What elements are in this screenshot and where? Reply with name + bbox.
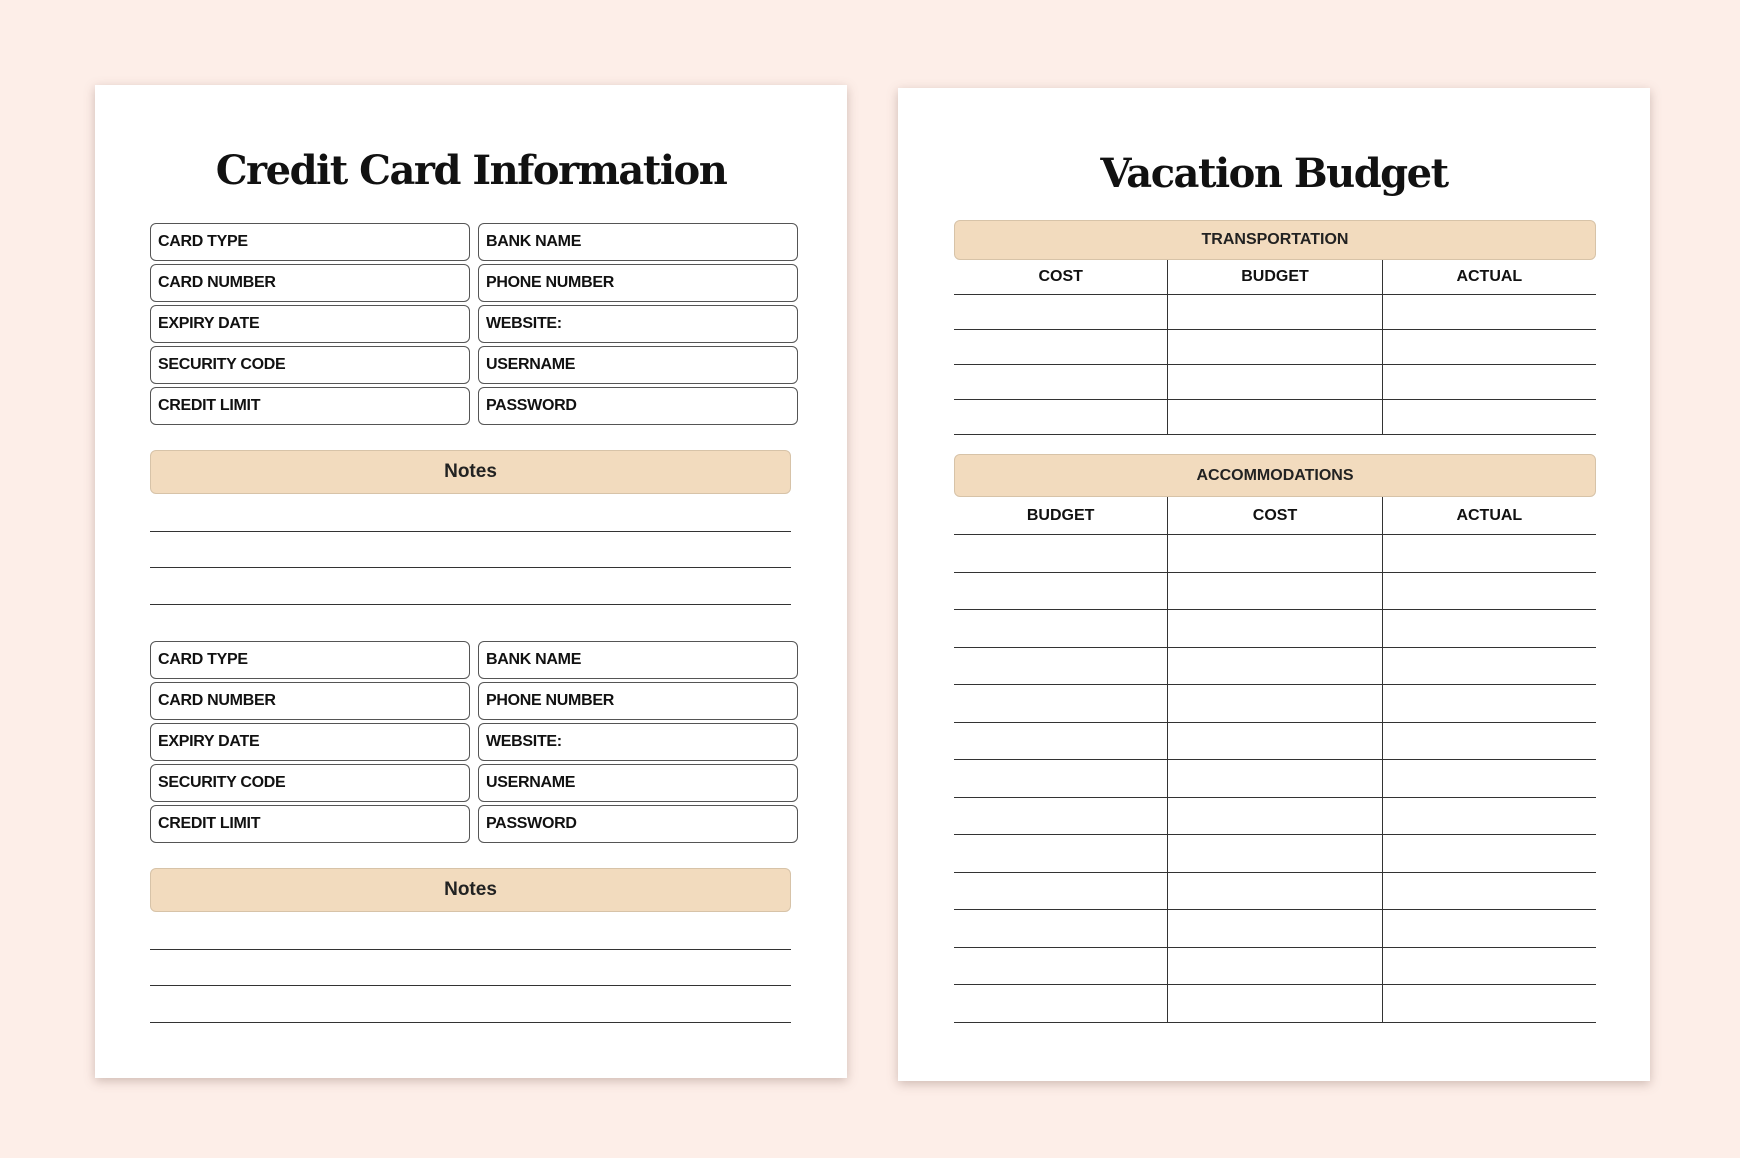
table-row <box>954 910 1596 948</box>
table-cell[interactable] <box>1383 535 1596 572</box>
table-cell[interactable] <box>1383 610 1596 647</box>
accommodations-table <box>954 497 1596 1023</box>
table-cell[interactable] <box>1168 573 1382 610</box>
table-cell[interactable] <box>954 873 1168 910</box>
card-number-field[interactable]: CARD NUMBER <box>150 682 470 720</box>
password-field[interactable]: PASSWORD <box>478 387 798 425</box>
expiry-date-field[interactable]: EXPIRY DATE <box>150 723 470 761</box>
table-row <box>954 573 1596 611</box>
credit-limit-field[interactable]: CREDIT LIMIT <box>150 387 470 425</box>
table-cell[interactable] <box>1383 760 1596 797</box>
card-type-field[interactable]: CARD TYPE <box>150 641 470 679</box>
website-field[interactable]: WEBSITE: <box>478 305 798 343</box>
table-row <box>954 798 1596 836</box>
website-field[interactable]: WEBSITE: <box>478 723 798 761</box>
card-number-field[interactable]: CARD NUMBER <box>150 264 470 302</box>
table-cell[interactable] <box>954 760 1168 797</box>
table-row <box>954 535 1596 573</box>
table-cell[interactable] <box>1168 723 1382 760</box>
table-row <box>954 760 1596 798</box>
table-row <box>954 330 1596 365</box>
column-header-cost: COST <box>1168 497 1382 534</box>
table-cell[interactable] <box>954 610 1168 647</box>
column-header-actual: ACTUAL <box>1456 268 1523 285</box>
table-cell[interactable] <box>1383 910 1596 947</box>
table-cell[interactable] <box>1168 948 1382 985</box>
table-cell[interactable] <box>954 535 1168 572</box>
bank-name-field[interactable]: BANK NAME <box>478 223 798 261</box>
table-cell[interactable] <box>1168 535 1382 572</box>
table-cell[interactable] <box>954 295 1168 329</box>
table-cell[interactable] <box>1168 985 1382 1022</box>
password-field[interactable]: PASSWORD <box>478 805 798 843</box>
table-cell[interactable] <box>954 330 1168 364</box>
table-cell[interactable] <box>1168 798 1382 835</box>
table-cell[interactable] <box>1383 400 1596 434</box>
table-cell[interactable] <box>954 948 1168 985</box>
card-info-grid-2 <box>150 641 815 843</box>
note-line[interactable] <box>150 604 791 605</box>
table-cell[interactable] <box>1168 330 1382 364</box>
table-row <box>954 723 1596 761</box>
phone-number-field[interactable]: PHONE NUMBER <box>478 682 798 720</box>
table-cell[interactable] <box>954 835 1168 872</box>
note-line[interactable] <box>150 1022 791 1023</box>
expiry-date-field[interactable]: EXPIRY DATE <box>150 305 470 343</box>
notes-header: Notes <box>150 450 791 494</box>
username-field[interactable]: USERNAME <box>478 346 798 384</box>
table-cell[interactable] <box>1383 295 1596 329</box>
table-cell[interactable] <box>954 400 1168 434</box>
table-row <box>954 873 1596 911</box>
table-cell[interactable] <box>954 723 1168 760</box>
username-field[interactable]: USERNAME <box>478 764 798 802</box>
page-title: Credit Card Information <box>215 147 727 194</box>
card-type-field[interactable]: CARD TYPE <box>150 223 470 261</box>
column-header-cost: COST <box>954 260 1168 294</box>
table-cell[interactable] <box>1168 365 1382 399</box>
table-row <box>954 685 1596 723</box>
note-line[interactable] <box>150 567 791 568</box>
table-cell[interactable] <box>1168 610 1382 647</box>
column-header-budget: BUDGET <box>1168 260 1382 294</box>
bank-name-field[interactable]: BANK NAME <box>478 641 798 679</box>
table-cell[interactable] <box>954 648 1168 685</box>
table-cell[interactable] <box>1168 648 1382 685</box>
table-cell[interactable] <box>1383 835 1596 872</box>
table-cell[interactable] <box>1383 573 1596 610</box>
table-cell[interactable] <box>1383 648 1596 685</box>
table-cell[interactable] <box>1383 985 1596 1022</box>
card-info-grid-1 <box>150 223 815 425</box>
table-cell[interactable] <box>1168 295 1382 329</box>
note-line[interactable] <box>150 949 791 950</box>
column-header-actual: ACTUAL <box>1456 506 1523 524</box>
table-row <box>954 648 1596 686</box>
table-row <box>954 835 1596 873</box>
table-cell[interactable] <box>954 685 1168 722</box>
table-header-row <box>954 497 1596 535</box>
table-row <box>954 400 1596 435</box>
table-cell[interactable] <box>1383 723 1596 760</box>
table-cell[interactable] <box>1168 910 1382 947</box>
page-title: Vacation Budget <box>1100 150 1448 197</box>
note-line[interactable] <box>150 985 791 986</box>
table-cell[interactable] <box>1383 798 1596 835</box>
table-cell[interactable] <box>1383 330 1596 364</box>
vacation-budget-sheet <box>898 88 1650 1081</box>
table-cell[interactable] <box>954 365 1168 399</box>
transportation-header: TRANSPORTATION <box>954 220 1596 260</box>
table-row <box>954 295 1596 330</box>
column-header-budget: BUDGET <box>954 497 1168 534</box>
note-line[interactable] <box>150 531 791 532</box>
table-cell[interactable] <box>954 985 1168 1022</box>
table-cell[interactable] <box>1383 873 1596 910</box>
table-cell[interactable] <box>1383 365 1596 399</box>
table-row <box>954 985 1596 1023</box>
security-code-field[interactable]: SECURITY CODE <box>150 346 470 384</box>
table-cell[interactable] <box>1383 685 1596 722</box>
table-cell[interactable] <box>954 910 1168 947</box>
table-row <box>954 365 1596 400</box>
accommodations-header: ACCOMMODATIONS <box>954 454 1596 497</box>
table-header-row <box>954 260 1596 295</box>
table-cell[interactable] <box>1383 948 1596 985</box>
credit-limit-field[interactable]: CREDIT LIMIT <box>150 805 470 843</box>
table-row <box>954 948 1596 986</box>
table-cell[interactable] <box>1168 400 1382 434</box>
phone-number-field[interactable]: PHONE NUMBER <box>478 264 798 302</box>
table-cell[interactable] <box>954 573 1168 610</box>
notes-header: Notes <box>150 868 791 912</box>
table-cell[interactable] <box>1168 760 1382 797</box>
table-row <box>954 610 1596 648</box>
transportation-table <box>954 260 1596 435</box>
security-code-field[interactable]: SECURITY CODE <box>150 764 470 802</box>
table-cell[interactable] <box>1168 835 1382 872</box>
table-cell[interactable] <box>1168 685 1382 722</box>
credit-card-sheet <box>95 85 847 1078</box>
table-cell[interactable] <box>954 798 1168 835</box>
table-cell[interactable] <box>1168 873 1382 910</box>
